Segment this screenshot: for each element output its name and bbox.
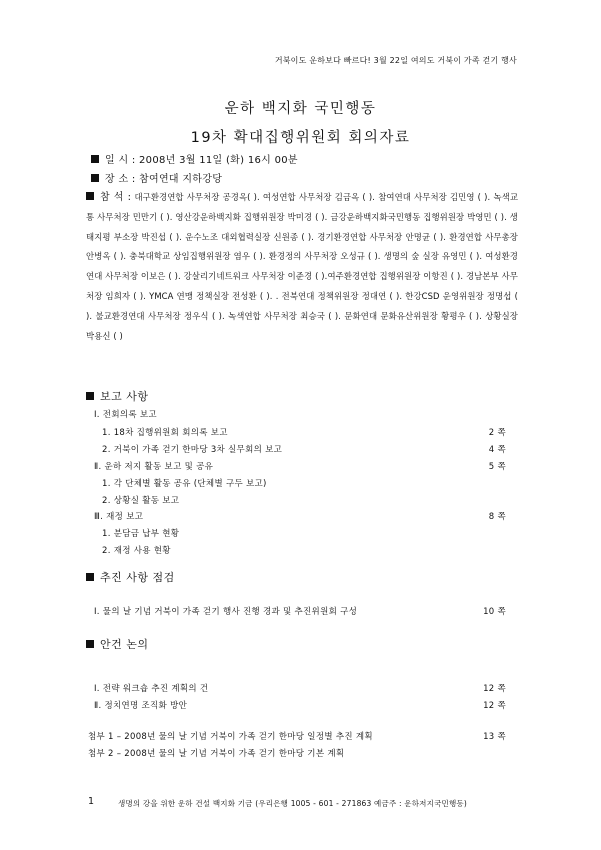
bullet-square-icon [86,640,94,648]
report-item-page: 8 쪽 [488,512,506,522]
report-item: 2. 거북이 가족 걷기 한마당 3차 실무회의 보고 [102,445,283,455]
agenda-item: Ⅰ. 전략 워크숍 추진 계획의 건 [94,684,209,694]
report-item: Ⅱ. 운하 저지 활동 보고 및 공유 [94,462,214,472]
footer-fund-info: 생명의 강을 위한 운하 건설 백지화 기금 (우리은행 1005 - 601 - 271863 예금주 : 운하저지국민행동) [118,799,467,808]
attachment-item: 첨부 1 – 2008년 물의 날 기념 거북이 가족 걷기 한마당 일정별 추진 계획 [88,732,373,742]
report-item: Ⅰ. 전회의록 보고 [94,410,157,420]
attachment-item: 첨부 2 – 2008년 물의 날 기념 거북이 가족 걷기 한마당 기본 계획 [88,749,345,759]
attendees-list [86,188,518,346]
report-item: 2. 상황실 활동 보고 [102,496,180,506]
page-title-line1: 운하 백지화 국민행동 [224,101,377,117]
report-item: 2. 재정 사용 현황 [102,546,171,556]
meeting-place [91,170,222,185]
attendees-text: 대구환경연합 사무처장 공경옥( ). 여성연합 사무처장 김금옥 ( ). 참여연대 사무처장 김민영 ( ). 녹색교통 사무처장 민만기 ( ). 영산강운하백지화 집행위원장 박미경 ( ). 금강운하백지화국민행동 집행위원장 박영민 ( ). 생태지평 부소장 박진섭 ( ). 운수노조 대외협력실장 신원종 ( ). 경기환경연합 사무처장 안명균 ( ). 환경연합 사무총장 안병옥 ( ). 충북대학교 상임집행위원장 염우 ( ). 환경정의 사무처장 오성규 ( ). 생명의 숲 실장 유영민 ( ). 여성환경연대 사무처장 이보은 ( ). 강살리기네트워크 사무처장 이준경 ( ).여주환경연합 집행위원장 이항진 ( ). 경남본부 사무처장 임희자 ( ). YMCA 연맹 정책실장 전성환 ( ). . 전북연대 정책위원장 정대연 ( ). 한강CSD 운영위원장 정명섭 ( ). 불교환경연대 사무처장 정우식 ( ). 녹색연합 사무처장 최승국 ( ). 문화연대 문화유산위원장 황평우 ( ). 상황실장 박용신 ( ) [86,192,519,341]
bullet-square-icon [86,573,94,581]
check-item-page: 10 쪽 [483,607,506,617]
report-item-page: 4 쪽 [488,445,506,455]
bullet-square-icon [86,192,94,200]
meeting-date-text: 일 시 : 2008년 3월 11일 (화) 16시 00분 [105,155,298,166]
agenda-item-page: 12 쪽 [483,701,506,711]
page-number: 1 [88,796,95,807]
attendees-label: 참 석 : [100,192,132,203]
section-report-heading [86,388,149,404]
section-check-title: 추진 사항 점검 [100,571,175,584]
report-item: 1. 각 단체별 활동 공유 (단체별 구두 보고) [102,479,267,489]
header-note: 거북이도 운하보다 빠르다! 3월 22일 여의도 거북이 가족 걷기 행사 [274,56,517,65]
report-item-page: 2 쪽 [488,428,506,438]
agenda-item-page: 12 쪽 [483,684,506,694]
meeting-place-text: 장 소 : 참여연대 지하강당 [105,174,223,185]
page-title-line2: 19차 확대집행위원회 회의자료 [190,130,411,146]
section-check-heading [86,569,175,585]
attachment-item-page: 13 쪽 [483,732,506,742]
report-item: 1. 분담금 납부 현황 [102,529,180,539]
bullet-square-icon [91,155,99,163]
report-item: Ⅲ. 재정 보고 [94,512,144,522]
report-item-page: 5 쪽 [488,462,506,472]
check-item: Ⅰ. 물의 날 기념 거북이 가족 걷기 행사 진행 경과 및 추진위원회 구성 [94,607,358,617]
agenda-item: Ⅱ. 정치연명 조직화 방안 [94,701,188,711]
section-report-title: 보고 사항 [100,390,149,403]
section-agenda-title: 안건 논의 [100,638,149,651]
bullet-square-icon [86,392,94,400]
section-agenda-heading [86,636,149,652]
bullet-square-icon [91,174,99,182]
meeting-date [91,151,298,166]
report-item: 1. 18차 집행위원회 회의록 보고 [102,428,228,438]
